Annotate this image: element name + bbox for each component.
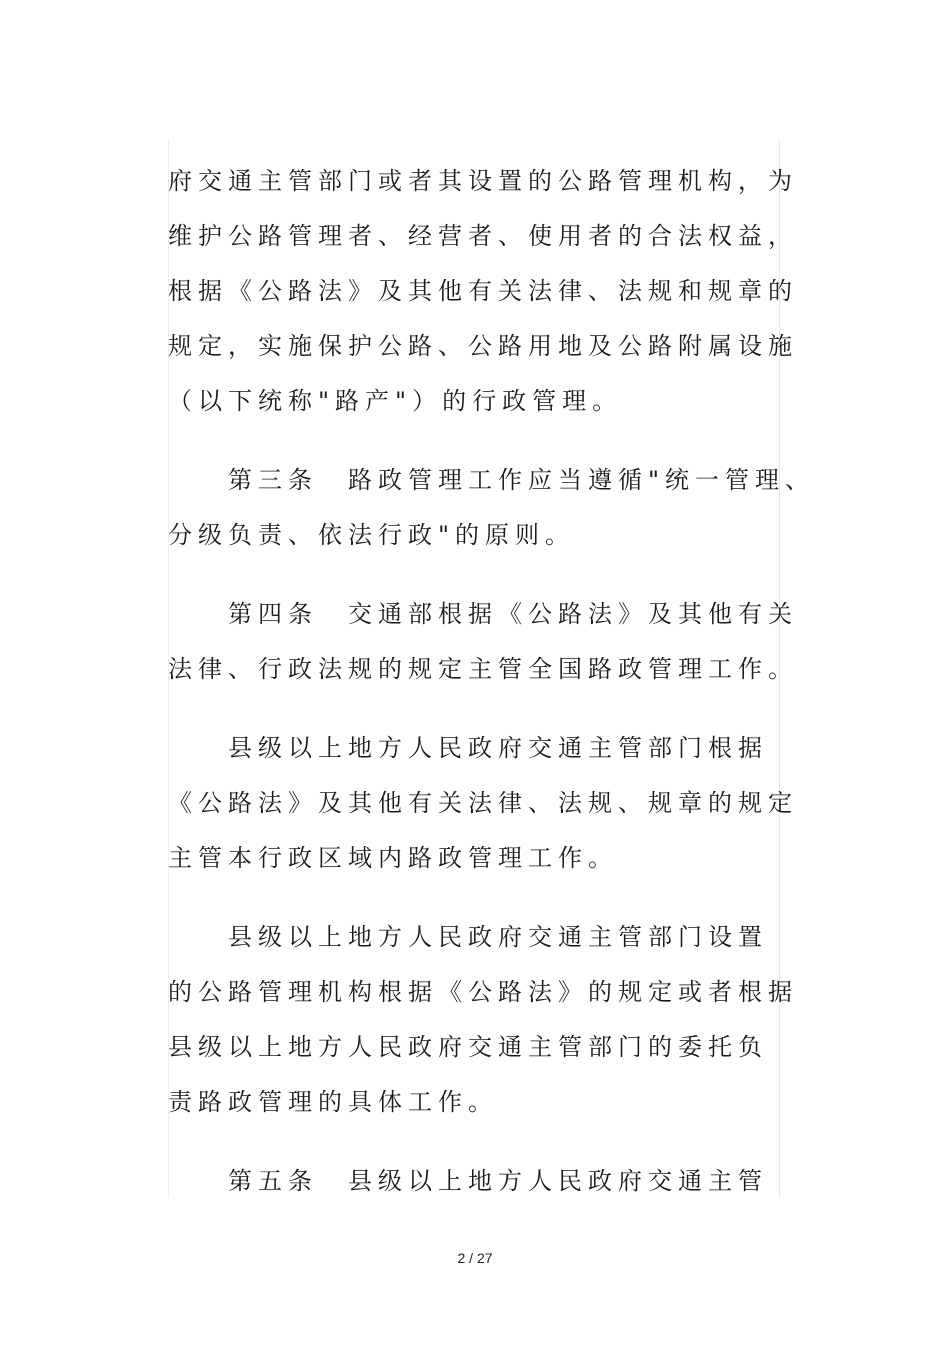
- page-number: 2 / 27: [457, 1250, 493, 1266]
- text-line: 主管本行政区域内路政管理工作。: [168, 844, 618, 872]
- text-line: 规定，实施保护公路、公路用地及公路附属设施: [168, 332, 798, 360]
- paragraph-start-line: 县级以上地方人民政府交通主管部门根据: [168, 734, 768, 762]
- document-body: [168, 154, 816, 1209]
- text-line: （以下统称"路产"）的行政管理。: [168, 387, 623, 415]
- article-3-line: 第三条 路政管理工作应当遵循"统一管理、: [168, 466, 816, 494]
- text-line: 责路政管理的具体工作。: [168, 1088, 498, 1116]
- text-line: 维护公路管理者、经营者、使用者的合法权益，: [168, 222, 798, 250]
- text-line: 法律、行政法规的规定主管全国路政管理工作。: [168, 655, 798, 683]
- text-line: 分级负责、依法行政"的原则。: [168, 521, 576, 549]
- paragraph-start-line: 县级以上地方人民政府交通主管部门设置: [168, 923, 768, 951]
- text-line: 的公路管理机构根据《公路法》的规定或者根据: [168, 978, 798, 1006]
- text-line: 根据《公路法》及其他有关法律、法规和规章的: [168, 277, 798, 305]
- text-line: 《公路法》及其他有关法律、法规、规章的规定: [168, 789, 798, 817]
- text-line: 县级以上地方人民政府交通主管部门的委托负: [168, 1033, 768, 1061]
- article-4-line: 第四条 交通部根据《公路法》及其他有关: [168, 600, 798, 628]
- text-line: 府交通主管部门或者其设置的公路管理机构，为: [168, 167, 798, 195]
- article-5-line: 第五条 县级以上地方人民政府交通主管: [168, 1167, 768, 1195]
